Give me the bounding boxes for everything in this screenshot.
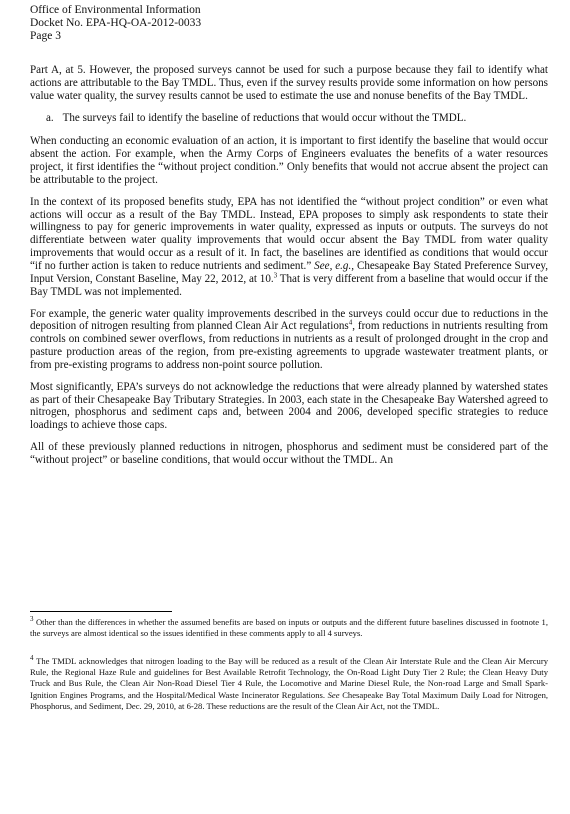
paragraph-4-part-b: , from reductions in nutrients resulting from controls on combined sewer overflows, from reductions in nutrients as a result of prolonged drought in the crop and pasture production areas of the region, from pre-existing agreements to upgrade wastewater treatment plants, or from pre-existing programs to address non-point source pollution. xyxy=(30,320,549,371)
footnote-4-part-a: The TMDL acknowledges that nitrogen loading to the Bay will be reduced as a result of the Clean Air Interstate Rule and the Clean Air Mercury Rule, the Regional Haze Rule and guidelines for Best Available Retrofit Technology, the On-Road Light Duty Tier 2 Rule; the Clean Heavy Duty Truck and Bus Rule, the Clean Air Non-Road Diesel Tier 4 Rule, the Locomotive and Marine Diesel Rule, the Non-road Large and Small Spark-Ignition Engines Programs, and the Hospital/Medical Waste Incinerator Regulations. xyxy=(30,656,548,700)
footnote-4-part-b: Chesapeake Bay Total Maximum Daily Load for Nitrogen, Phosphorus, and Sediment, Dec. 29, 2010, at 6-28. These reductions are the result of the Clean Air Act, not the TMDL. xyxy=(30,689,549,711)
footnote-ref-4[interactable]: 4 xyxy=(348,318,353,327)
letter-header xyxy=(30,4,201,43)
footnote-3 xyxy=(30,617,548,639)
paragraph-1: Part A, at 5. However, the proposed surveys cannot be used for such a purpose because they fail to identify what actions are attributable to the Bay TMDL. Thus, even if the survey results provide some information on how persons value water quality, the survey results cannot be used to estimate the use and nonuse benefits of the Bay TMDL. xyxy=(30,64,548,102)
footnote-ref-3[interactable]: 3 xyxy=(273,271,278,280)
paragraph-4 xyxy=(30,308,548,372)
paragraph-3-part-b: Chesapeake Bay Stated Preference Survey, Input Version, Constant Baseline, May 22, 2012, at 10. xyxy=(30,259,549,285)
paragraph-4-part-a: For example, the generic water quality improvements described in the surveys could occur due to reductions in the deposition of nitrogen resulting from planned Clean Air Act regulations xyxy=(30,307,548,333)
subheading-a xyxy=(30,112,548,125)
footnote-divider xyxy=(30,611,172,612)
footnote-3-text: Other than the differences in whether the assumed benefits are based on inputs or outputs and the different future baselines discussed in footnote 1, the surveys are almost identical so the issues identified in these comments apply to all 4 surveys. xyxy=(30,617,548,639)
footnote-4-citation-signal: See xyxy=(327,689,340,700)
footnote-4-number: 4 xyxy=(30,654,34,663)
subheading-a-label: a. xyxy=(46,111,54,124)
paragraph-3 xyxy=(30,196,548,299)
footnote-3-number: 3 xyxy=(30,615,34,624)
header-docket: Docket No. EPA-HQ-OA-2012-0033 xyxy=(30,17,202,29)
paragraph-6: All of these previously planned reductions in nitrogen, phosphorus and sediment must be considered part of the “without project” or baseline conditions, that would occur without the TMDL. An xyxy=(30,441,548,466)
header-office: Office of Environmental Information xyxy=(30,4,201,16)
paragraph-5: Most significantly, EPA’s surveys do not acknowledge the reductions that were already planned by watershed states as part of their Chesapeake Bay Tributary Strategies. In 2003, each state in the Chesapeake Bay Watershed agreed to nitrogen, phosphorus and sediment caps and, between 2004 and 2006, developed specific strategies to reduce loadings to achieve those caps. xyxy=(30,380,548,432)
subheading-a-text: The surveys fail to identify the baseline of reductions that would occur without the TMDL. xyxy=(62,111,467,124)
paragraph-3-citation-signal: See, e.g., xyxy=(314,259,355,272)
paragraph-2: When conducting an economic evaluation of an action, it is important to first identify the baseline that would occur absent the action. For example, when the Army Corps of Engineers evaluates the benefits of a water resources project, it first identifies the “without project condition.” Only benefits that would not accrue absent the project can be attributable to the project. xyxy=(30,135,548,186)
paragraph-3-part-a: In the context of its proposed benefits study, EPA has not identified the “without project condition” or even what actions will occur as a result of the Bay TMDL. Instead, EPA proposes to simply ask respondents to state their willingness to pay for generic improvements in water quality, expressed as inputs or outputs. The surveys do not differentiate between water quality improvements that would occur absent the Bay TMDL from water quality improvements that would occur as a result of it. In fact, the baselines are identified as conditions that would occur “if no further action is taken to reduce nutrients and sediment.” xyxy=(30,195,548,272)
header-page-number: Page 3 xyxy=(30,30,61,42)
document-body xyxy=(30,64,548,476)
paragraph-3-part-c: That is very different from a baseline that would occur if the Bay TMDL was not implemented. xyxy=(30,272,548,298)
footnote-4 xyxy=(30,656,548,712)
